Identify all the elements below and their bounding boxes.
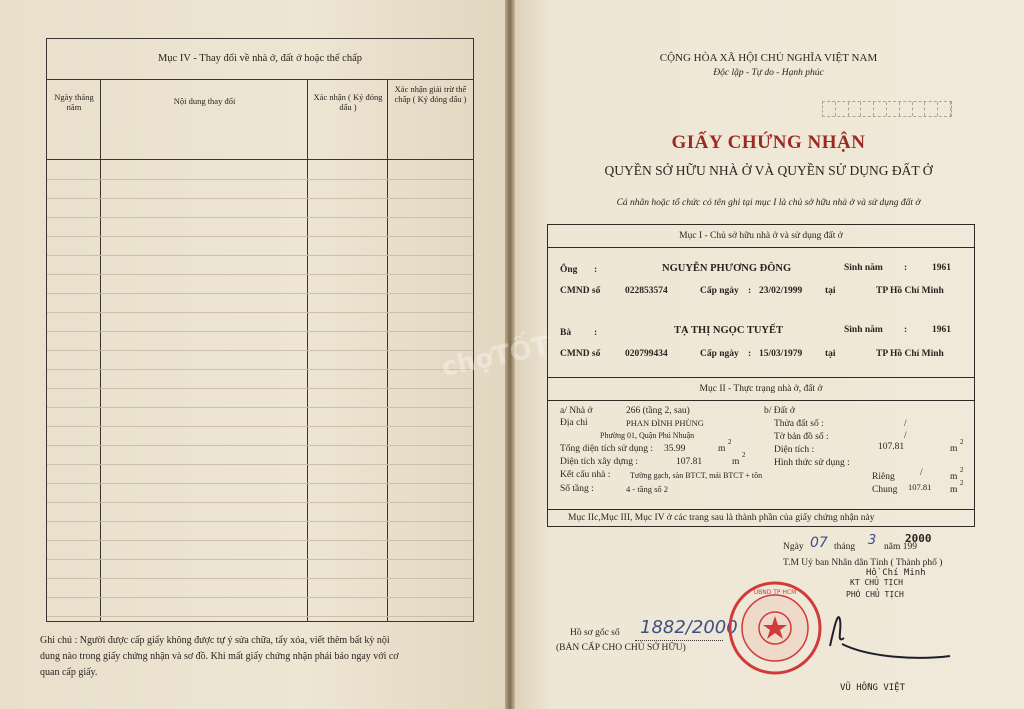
ruled-line: [47, 597, 473, 598]
map-value: /: [904, 431, 907, 441]
colon: :: [904, 325, 908, 335]
owner2-birth-label: Sinh năm: [844, 325, 883, 335]
owner2-id: 020799434: [625, 349, 668, 359]
plot-value: /: [904, 419, 907, 429]
ruled-line: [47, 502, 473, 503]
owner1-name: NGUYỄN PHƯƠNG ĐÔNG: [662, 263, 792, 274]
ruled-line: [47, 388, 473, 389]
section-property: [547, 377, 975, 527]
col-content-header: Nội dung thay đổi: [101, 80, 308, 160]
ruled-line: [47, 312, 473, 313]
city-name: Hồ Chí Minh: [866, 568, 926, 578]
position-line2: PHÓ CHỦ TỊCH: [846, 590, 904, 599]
owner2-label: Bà: [560, 328, 572, 338]
signature: [800, 598, 960, 668]
built-area: 107.81: [676, 457, 703, 467]
serial-number-boxes: [822, 101, 952, 117]
structure-value: Tường gạch, sàn BTCT, mái BTCT + tôn: [630, 471, 763, 480]
owner2-issue-label: Cấp ngày: [700, 349, 739, 359]
ruled-line: [47, 407, 473, 408]
ruled-line: [47, 217, 473, 218]
owner1-birth-label: Sinh năm: [844, 263, 883, 273]
land-area-label: Diện tích :: [774, 445, 815, 455]
shared-label: Chung: [872, 485, 898, 495]
ruled-line: [47, 350, 473, 351]
date-year: 2000: [905, 532, 932, 545]
file-number-underline: [635, 640, 723, 641]
changes-table-title: Mục IV - Thay đổi về nhà ở, đất ở hoặc thế chấp: [47, 39, 473, 80]
ruled-line: [47, 559, 473, 560]
owner1-birth: 1961: [932, 263, 951, 273]
unit-m: m: [950, 444, 958, 454]
unit-sq: 2: [742, 451, 746, 459]
certificate-title: GIẤY CHỨNG NHẬN: [671, 132, 866, 153]
address-label: Địa chỉ: [560, 418, 588, 428]
usage-label: Hình thức sử dụng :: [774, 458, 850, 468]
signer-name: VŨ HỒNG VIỆT: [840, 683, 906, 693]
owner1-issue-date: 23/02/1999: [759, 286, 803, 296]
ruled-line: [47, 179, 473, 180]
owner2-name: TẠ THỊ NGỌC TUYẾT: [674, 325, 784, 336]
colon: :: [748, 286, 752, 296]
position-line1: KT CHỦ TỊCH: [850, 578, 903, 587]
structure-label: Kết cấu nhà :: [560, 470, 611, 480]
built-area-label: Diện tích xây dựng :: [560, 457, 638, 467]
note-text: [40, 633, 480, 681]
col-release-header: Xác nhận giải trừ thế chấp ( Ký đóng dấu ): [388, 80, 473, 160]
unit-sq: 2: [960, 466, 964, 474]
owner2-at-label: tại: [825, 349, 836, 359]
unit-m: m: [718, 444, 726, 454]
date-month-label: tháng: [834, 542, 856, 552]
sections-note: Mục IIc,Mục III, Mục IV ở các trang sau là thành phần của giấy chứng nhận này: [568, 513, 875, 523]
unit-sq: 2: [960, 438, 964, 446]
land-area: 107.81: [878, 442, 905, 452]
ruled-line: [47, 540, 473, 541]
note-line: Ghi chú : Người được cấp giấy không được tự ý sửa chữa, tẩy xóa, viết thêm bất kỳ nội: [40, 635, 390, 646]
owner1-at-label: tại: [825, 286, 836, 296]
date-month: 3: [868, 533, 877, 548]
ruled-line: [47, 255, 473, 256]
address-value: PHAN ĐÌNH PHÙNG: [626, 418, 704, 428]
ruled-line: [47, 331, 473, 332]
col-confirm-header: Xác nhận ( Ký đóng dấu ): [308, 80, 388, 160]
section-owners: [547, 224, 975, 378]
ruled-line: [47, 578, 473, 579]
watermark-logo: chợTỐT: [439, 330, 553, 384]
owner1-id-label: CMND số: [560, 286, 601, 296]
house-value: 266 (tầng 2, sau): [626, 406, 690, 416]
address-ward: Phường 01, Quận Phú Nhuận: [600, 431, 695, 440]
total-area-label: Tổng diện tích sử dụng :: [560, 444, 654, 454]
unit-m: m: [950, 485, 958, 495]
date-day: 07: [810, 535, 828, 551]
plot-label: Thửa đất số :: [774, 419, 824, 429]
section-divider: [548, 509, 974, 510]
col-date-header: Ngày tháng năm: [47, 80, 101, 160]
date-day-label: Ngày: [783, 542, 804, 552]
owner1-id: 022853574: [625, 286, 668, 296]
section-owners-title: Mục I - Chủ sở hữu nhà ở và sử dụng đất ở: [548, 225, 974, 248]
total-area: 35.99: [664, 444, 686, 454]
owner1-place: TP Hồ Chí Minh: [876, 286, 944, 296]
colon: :: [594, 328, 598, 338]
certificate-subtitle: QUYỀN SỞ HỮU NHÀ Ở VÀ QUYỀN SỬ DỤNG ĐẤT Ở: [604, 163, 933, 178]
owner2-birth: 1961: [932, 325, 951, 335]
unit-sq: 2: [960, 479, 964, 487]
intro-text: Cá nhân hoặc tổ chức có tên ghi tại mục I là chủ sở hữu nhà ở và sử dụng đất ở: [616, 198, 921, 208]
changes-table: [46, 38, 474, 622]
unit-m: m: [950, 472, 958, 482]
file-number-label: Hồ sơ gốc số: [570, 628, 620, 638]
ruled-line: [47, 521, 473, 522]
note-line: dung nào trong giấy chứng nhận và sơ đồ. Khi mất giấy chứng nhận phải báo ngay với cơ: [40, 651, 399, 662]
owner2-issue-date: 15/03/1979: [759, 349, 803, 359]
ruled-line: [47, 616, 473, 617]
house-label: a/ Nhà ở: [560, 406, 593, 416]
owner1-label: Ông: [560, 265, 578, 275]
floors-label: Số tầng :: [560, 484, 594, 494]
country-heading: CỘNG HÒA XÃ HỘI CHỦ NGHĨA VIỆT NAM: [659, 52, 878, 64]
land-label: b/ Đất ở: [764, 406, 795, 416]
colon: :: [904, 263, 908, 273]
owner2-place: TP Hồ Chí Minh: [876, 349, 944, 359]
floors-value: 4 - tầng số 2: [626, 484, 669, 494]
section-property-title: Mục II - Thực trạng nhà ở, đất ở: [548, 378, 974, 401]
ruled-line: [47, 236, 473, 237]
ruled-line: [47, 293, 473, 294]
colon: :: [748, 349, 752, 359]
ruled-line: [47, 483, 473, 484]
unit-sq: 2: [728, 438, 732, 446]
svg-text:UBND TP HCM: UBND TP HCM: [753, 589, 797, 596]
ruled-line: [47, 274, 473, 275]
committee-label: T.M Uỷ ban Nhân dân Tỉnh ( Thành phố ): [783, 558, 943, 568]
ruled-line: [47, 464, 473, 465]
shared-value: 107.81: [908, 482, 932, 492]
private-value: /: [920, 468, 923, 478]
date-year-label: năm 199: [884, 542, 917, 552]
map-label: Tờ bản đồ số :: [774, 432, 829, 442]
owner2-id-label: CMND số: [560, 349, 601, 359]
colon: :: [594, 265, 598, 275]
private-label: Riêng: [872, 472, 895, 482]
note-line: quan cấp giấy.: [40, 667, 98, 678]
ruled-line: [47, 445, 473, 446]
ruled-line: [47, 198, 473, 199]
owner1-issue-label: Cấp ngày: [700, 286, 739, 296]
unit-m: m: [732, 457, 740, 467]
motto: Độc lập - Tự do - Hạnh phúc: [713, 68, 824, 78]
copy-note: (BẢN CẤP CHO CHỦ SỞ HỮU): [556, 643, 686, 653]
ruled-line: [47, 369, 473, 370]
file-number: 1882/2000: [640, 617, 738, 638]
ruled-line: [47, 426, 473, 427]
